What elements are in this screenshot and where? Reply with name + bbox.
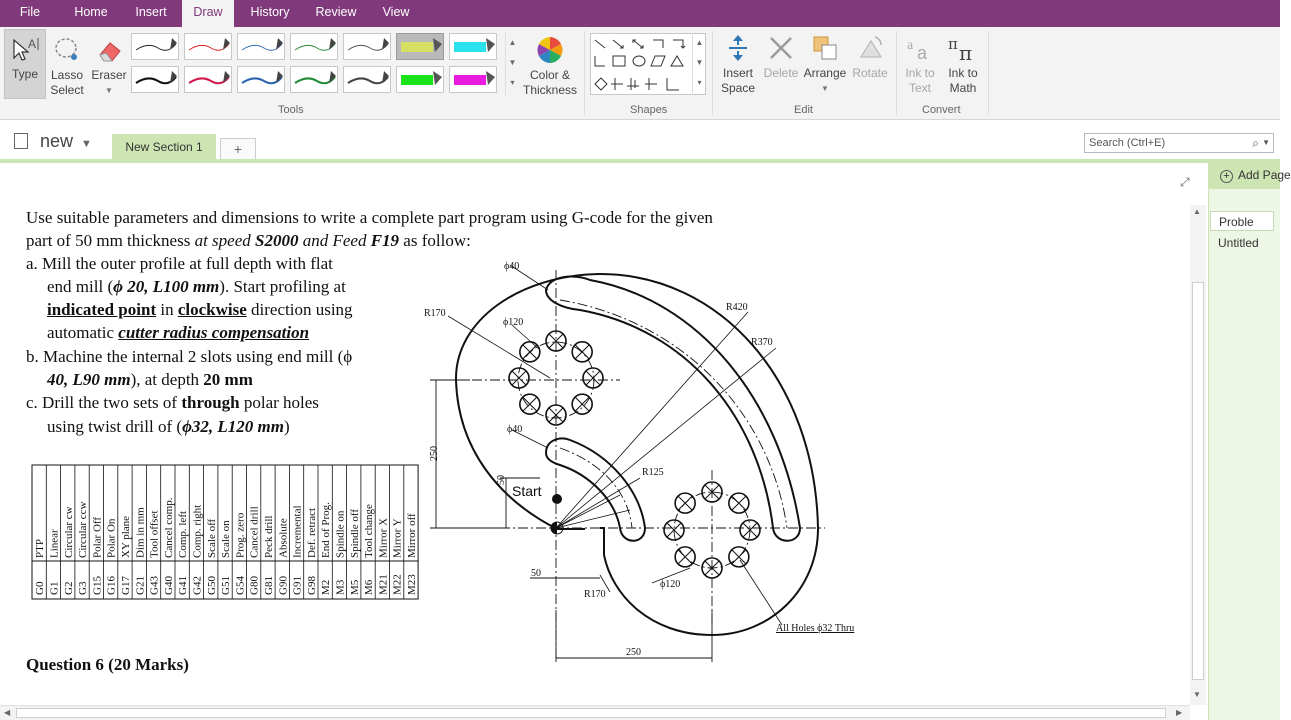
pen-green-thick[interactable] xyxy=(290,66,338,93)
scroll-right-arrow[interactable]: ▶ xyxy=(1176,708,1183,717)
search-placeholder: Search (Ctrl+E) xyxy=(1089,137,1166,149)
gcode-meaning: Comp. right xyxy=(191,504,204,558)
gcode-code: G51 xyxy=(220,576,233,595)
svg-text:a: a xyxy=(917,43,928,63)
gcode-meaning: Linear xyxy=(48,529,61,558)
pen-green-thin[interactable] xyxy=(290,33,338,60)
gcode-meaning: Circular ccw xyxy=(77,501,90,558)
divider xyxy=(896,31,897,115)
divider xyxy=(712,31,713,115)
page-canvas[interactable] xyxy=(0,163,1190,705)
label-r170-left: R170 xyxy=(424,308,446,319)
type-cursor-icon xyxy=(10,34,40,64)
label-dim-50-horizontal: 50 xyxy=(531,568,541,579)
divider xyxy=(584,31,585,115)
scroll-up-arrow[interactable]: ▲ xyxy=(1193,207,1201,216)
label-r170-bottom: R170 xyxy=(584,589,606,600)
notebook-bar xyxy=(0,121,1280,161)
ink-to-math-button[interactable] xyxy=(942,33,984,96)
gcode-code: G80 xyxy=(248,576,261,595)
tab-draw[interactable]: Draw xyxy=(182,0,234,28)
item-b-line-2: 40, L90 mm), at depth 20 mm xyxy=(47,370,253,389)
tab-review[interactable]: Review xyxy=(315,5,357,19)
label-start: Start xyxy=(512,483,542,499)
ink-to-math-pi-icon xyxy=(948,33,978,63)
gcode-meaning: Prog. zero xyxy=(234,512,247,558)
gcode-meaning: Mirror off xyxy=(405,513,418,558)
gcode-code: G98 xyxy=(305,576,318,595)
add-circle-icon: + xyxy=(1220,170,1233,183)
delete-x-icon xyxy=(766,33,796,63)
next-question-cutoff: Question 6 (20 Marks) xyxy=(26,655,189,674)
label-dim-50-vertical: 50 xyxy=(496,475,507,485)
label-r125: R125 xyxy=(642,467,664,478)
ribbon xyxy=(0,27,1280,120)
gcode-meaning: Tool offset xyxy=(148,510,161,558)
arrange-button[interactable] xyxy=(802,33,848,96)
pen-gallery-scroll[interactable]: ▲ ▼ ▾ xyxy=(505,33,519,95)
search-input[interactable] xyxy=(1084,133,1274,153)
gcode-code: G91 xyxy=(291,576,304,595)
item-a-line-3: indicated point in clockwise direction using xyxy=(47,300,353,319)
insert-space-icon xyxy=(723,33,753,63)
gcode-meaning: Absolute xyxy=(277,518,290,558)
notebook-picker[interactable] xyxy=(14,131,92,152)
label-r370: R370 xyxy=(751,337,773,348)
gcode-meaning: Dim in mm xyxy=(134,507,147,558)
pen-black-thin[interactable] xyxy=(131,33,179,60)
ribbon-tab-bar xyxy=(0,0,1280,27)
rotate-icon xyxy=(855,33,885,63)
notebook-name: new xyxy=(40,131,74,151)
pen-gallery xyxy=(131,33,519,99)
highlighter-yellow[interactable] xyxy=(396,33,444,60)
add-section-button[interactable]: + xyxy=(220,138,256,160)
gcode-meaning: Spindle off xyxy=(348,509,361,558)
tools-group-label: Tools xyxy=(278,104,304,116)
item-b-line-1: b. Machine the internal 2 slots using end mill (ϕ xyxy=(26,347,353,366)
gcode-meaning: Mirror X xyxy=(377,517,390,558)
label-d120-top: ϕ120 xyxy=(503,317,524,328)
chevron-down-icon: ▼ xyxy=(81,138,92,150)
ink-to-text-button[interactable] xyxy=(900,33,940,96)
gcode-meaning: Polar Off xyxy=(91,516,104,558)
gcode-meaning: Comp. left xyxy=(177,510,190,558)
arrange-dropdown-icon[interactable]: ▼ xyxy=(821,84,829,93)
gcode-meaning: Mirror Y xyxy=(391,518,404,558)
gcode-code: G21 xyxy=(134,576,147,595)
gcode-meaning: Cancel comp. xyxy=(162,497,175,558)
insert-space-label: Insert Space xyxy=(720,66,756,95)
gcode-code: G54 xyxy=(234,576,247,595)
gcode-meaning: Circular cw xyxy=(62,506,75,558)
rotate-label: Rotate xyxy=(852,66,888,80)
gcode-code: G16 xyxy=(105,576,118,595)
color-thickness-label: Color & Thickness xyxy=(522,68,578,97)
gcode-code: G41 xyxy=(177,576,190,595)
tab-file[interactable]: File xyxy=(19,5,41,19)
label-d40-mid: ϕ40 xyxy=(507,424,523,435)
part-drawing xyxy=(420,253,880,673)
highlighter-green[interactable] xyxy=(396,66,444,93)
gcode-code: G15 xyxy=(91,576,104,595)
pen-red-thin[interactable] xyxy=(184,33,232,60)
scroll-left-arrow[interactable]: ◀ xyxy=(4,708,11,717)
gcode-code: G43 xyxy=(148,576,161,595)
search-icon: ⌕ xyxy=(1252,136,1259,150)
gcode-code: G3 xyxy=(77,581,90,595)
gcode-table xyxy=(30,463,420,603)
pen-gray-thick[interactable] xyxy=(343,66,391,93)
gcode-code: G40 xyxy=(162,576,175,595)
vertical-scroll-thumb[interactable] xyxy=(1192,282,1204,680)
svg-text:A: A xyxy=(28,37,37,51)
gcode-meaning: End of Prog. xyxy=(320,502,333,558)
gcode-code: G0 xyxy=(34,581,47,595)
label-d40-top: ϕ40 xyxy=(504,261,520,272)
page-item-proble[interactable]: Proble xyxy=(1210,211,1274,231)
type-label: Type xyxy=(11,67,38,81)
gcode-code: M5 xyxy=(348,579,361,595)
ink-to-text-icon xyxy=(905,33,935,63)
item-c-line-1: c. Drill the two sets of through polar holes xyxy=(26,393,319,412)
delete-button[interactable] xyxy=(762,33,800,81)
gcode-meaning: Incremental xyxy=(291,505,304,558)
lasso-icon xyxy=(52,35,82,65)
gcode-meaning: Def. retract xyxy=(305,507,318,558)
eraser-button[interactable] xyxy=(90,35,128,98)
scroll-down-arrow[interactable]: ▼ xyxy=(1193,690,1201,699)
eraser-dropdown-icon[interactable]: ▼ xyxy=(105,86,113,95)
gcode-code: M3 xyxy=(334,579,347,595)
color-thickness-button[interactable] xyxy=(522,35,578,98)
gcode-code: M23 xyxy=(405,574,418,595)
page-item-untitled[interactable]: Untitled xyxy=(1218,236,1259,250)
label-d120-bottom: ϕ120 xyxy=(660,579,681,590)
svg-text:a: a xyxy=(907,38,914,53)
add-page-label: Add Page xyxy=(1238,168,1291,182)
ink-to-text-label: Ink to Text xyxy=(905,66,935,95)
tab-home[interactable]: Home xyxy=(74,5,108,19)
gcode-code: G81 xyxy=(262,576,275,595)
gcode-code: G2 xyxy=(62,581,75,595)
shapes-gallery[interactable] xyxy=(590,33,706,95)
gcode-code: M2 xyxy=(320,579,333,595)
label-dim-250-horizontal: 250 xyxy=(626,647,641,658)
gcode-code: M6 xyxy=(363,579,376,595)
question-line-2: part of 50 mm thickness at speed S2000 and Feed F19 as follow: xyxy=(26,231,471,250)
gcode-code: M22 xyxy=(391,574,404,595)
insert-space-button[interactable] xyxy=(716,33,760,96)
type-button[interactable] xyxy=(4,29,46,99)
pen-blue-thick[interactable] xyxy=(237,66,285,93)
svg-text:π: π xyxy=(959,41,973,65)
gcode-meaning: XY plane xyxy=(119,515,132,558)
gcode-code: G90 xyxy=(277,576,290,595)
eraser-label: Eraser xyxy=(91,68,127,82)
label-all-holes: All Holes ϕ32 Thru xyxy=(776,623,855,634)
pen-gray-thin[interactable] xyxy=(343,33,391,60)
lasso-select-button[interactable] xyxy=(48,35,86,98)
tab-insert[interactable]: Insert xyxy=(135,5,167,19)
shapes-group-label: Shapes xyxy=(630,104,668,116)
arrange-label: Arrange xyxy=(803,66,847,80)
gcode-code: M21 xyxy=(377,574,390,595)
lasso-label: Lasso Select xyxy=(50,68,84,97)
gcode-meaning: Polar On xyxy=(105,518,118,558)
pen-blue-thin[interactable] xyxy=(237,33,285,60)
tab-history[interactable]: History xyxy=(250,5,290,19)
edit-group-label: Edit xyxy=(794,104,813,116)
gcode-code: G42 xyxy=(191,576,204,595)
rotate-button[interactable] xyxy=(850,33,890,81)
section-tab-new-section-1[interactable]: New Section 1 xyxy=(112,134,216,160)
shapes-icon xyxy=(591,34,705,94)
item-a-line-1: a. Mill the outer profile at full depth with flat xyxy=(26,254,333,273)
gcode-meaning: Spindle on xyxy=(334,510,347,558)
gcode-meaning: Scale on xyxy=(220,520,233,558)
notebook-icon xyxy=(14,133,28,149)
expand-icon[interactable]: ⤢ xyxy=(1180,175,1190,189)
eraser-icon xyxy=(94,35,124,65)
label-dim-250-vertical: 250 xyxy=(429,446,440,461)
start-point xyxy=(552,494,562,504)
horizontal-scrollbar[interactable] xyxy=(0,705,1190,720)
question-line-1: Use suitable parameters and dimensions to write a complete part program using G-code for the given xyxy=(26,208,713,227)
divider xyxy=(988,31,989,115)
shapes-gallery-scroll[interactable]: ▲ ▼ ▾ xyxy=(692,33,706,95)
item-c-line-2: using twist drill of (ϕ32, L120 mm) xyxy=(47,417,290,436)
gcode-meaning: Peck drill xyxy=(262,515,275,558)
delete-label: Delete xyxy=(763,66,799,80)
gcode-code: G50 xyxy=(205,576,218,595)
gcode-code: G17 xyxy=(119,576,132,595)
color-palette-icon xyxy=(535,35,565,65)
search-dropdown-icon[interactable]: ▼ xyxy=(1262,138,1270,147)
gcode-code: G1 xyxy=(48,581,61,595)
svg-text:π: π xyxy=(948,35,958,53)
convert-group-label: Convert xyxy=(922,104,961,116)
gcode-meaning: Scale off xyxy=(205,518,218,558)
arrange-icon xyxy=(810,33,840,63)
item-a-line-2: end mill (ϕ 20, L100 mm). Start profiling at xyxy=(47,277,346,296)
question-intro xyxy=(26,206,713,252)
label-r420: R420 xyxy=(726,302,748,313)
highlighter-magenta[interactable] xyxy=(449,66,497,93)
horizontal-scroll-thumb[interactable] xyxy=(16,708,1166,718)
highlighter-cyan[interactable] xyxy=(449,33,497,60)
add-page-button[interactable] xyxy=(1208,163,1291,189)
gcode-meaning: PTP xyxy=(34,539,47,558)
gcode-meaning: Tool change xyxy=(363,504,376,558)
pen-red-thick[interactable] xyxy=(184,66,232,93)
ink-to-math-label: Ink to Math xyxy=(948,66,978,95)
item-a-line-4: automatic cutter radius compensation xyxy=(47,323,310,342)
gcode-meaning: Cancel drill xyxy=(248,506,261,558)
pen-black-thick[interactable] xyxy=(131,66,179,93)
tab-view[interactable]: View xyxy=(382,5,410,19)
